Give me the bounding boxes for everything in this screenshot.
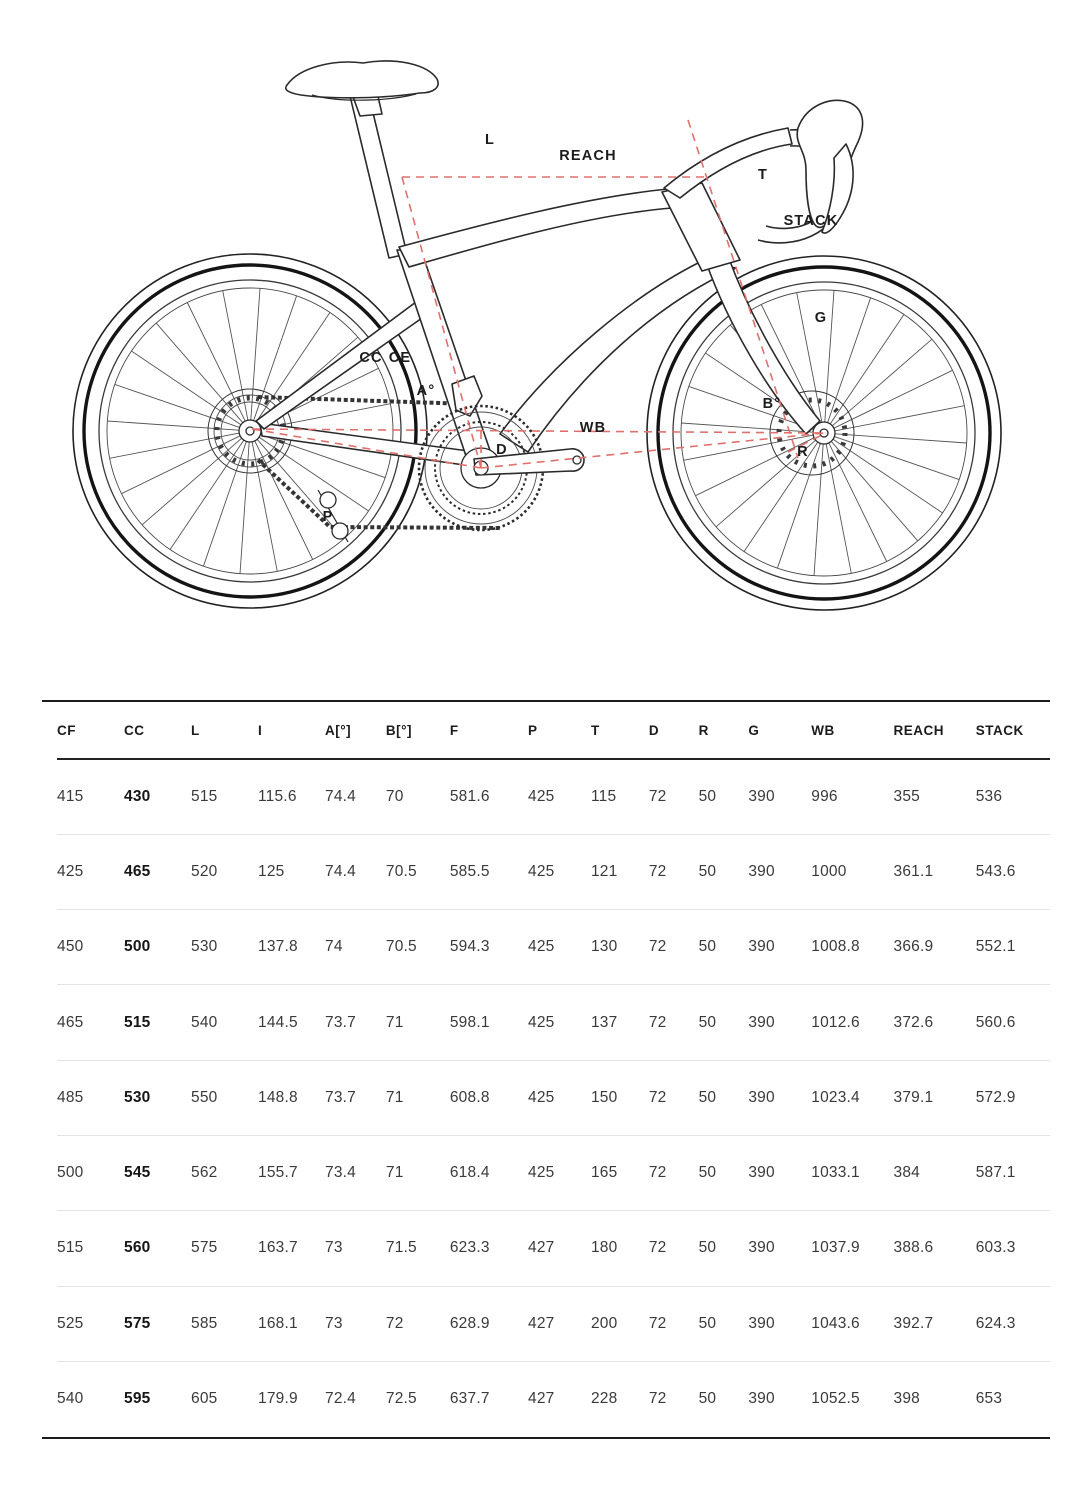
table-cell: 72 <box>649 759 699 834</box>
table-cell: 73.7 <box>325 985 386 1060</box>
table-cell: 390 <box>748 1060 811 1135</box>
column-header-p: P <box>528 702 591 759</box>
table-cell: 72 <box>649 1286 699 1361</box>
table-cell: 74.4 <box>325 759 386 834</box>
table-cell: 530 <box>124 1060 191 1135</box>
table-cell: 450 <box>57 910 124 985</box>
table-cell: 50 <box>699 834 749 909</box>
down-tube <box>500 262 736 452</box>
table-cell: 562 <box>191 1135 258 1210</box>
table-cell: 543.6 <box>976 834 1050 909</box>
table-cell: 425 <box>57 834 124 909</box>
table-cell: 72 <box>648 1390 667 1408</box>
diagram-label-t: T <box>757 167 769 183</box>
table-cell: 50 <box>699 1060 749 1135</box>
table-cell: 390 <box>748 759 811 834</box>
table-cell: 594.3 <box>450 910 528 985</box>
table-cell: 388.6 <box>894 1211 976 1286</box>
table-cell: 996 <box>811 759 893 834</box>
table-cell: 608.8 <box>450 1060 528 1135</box>
diagram-label-p: P <box>322 509 334 525</box>
table-cell: 552.1 <box>976 910 1050 985</box>
table-cell: 355 <box>894 759 976 834</box>
table-cell: 1037.9 <box>811 1211 893 1286</box>
table-row <box>57 1361 1050 1436</box>
table-cell: 72 <box>649 834 699 909</box>
column-header-g: G <box>748 702 811 759</box>
bike-geometry-diagram <box>0 0 1092 700</box>
diagram-label-wb: WB <box>579 420 607 436</box>
table-cell: 50 <box>698 1390 717 1408</box>
table-cell: 150 <box>591 1060 649 1135</box>
table-cell: 115.6 <box>258 759 325 834</box>
table-cell: 653 <box>975 1390 1003 1408</box>
table-row <box>57 1211 1050 1286</box>
bike-illustration <box>0 0 1092 700</box>
table-cell: 585.5 <box>450 834 528 909</box>
table-cell: 379.1 <box>894 1060 976 1135</box>
table-cell: 73.7 <box>325 1060 386 1135</box>
table-cell: 425 <box>528 1135 591 1210</box>
table-cell: 392.7 <box>894 1286 976 1361</box>
table-cell: 390 <box>748 834 811 909</box>
diagram-label-a: A° <box>416 383 436 399</box>
table-cell: 115 <box>591 759 649 834</box>
table-cell: 525 <box>57 1286 124 1361</box>
table-cell: 72 <box>649 985 699 1060</box>
table-cell: 587.1 <box>976 1135 1050 1210</box>
table-cell: 500 <box>57 1135 124 1210</box>
table-cell: 623.3 <box>450 1211 528 1286</box>
diagram-label-l: L <box>484 132 496 148</box>
table-row <box>57 910 1050 985</box>
table-cell: 71 <box>386 1135 450 1210</box>
table-cell: 163.7 <box>258 1211 325 1286</box>
table-cell: 624.3 <box>976 1286 1050 1361</box>
table-row <box>57 985 1050 1060</box>
seatpost <box>350 92 407 258</box>
stem <box>664 128 792 198</box>
table-cell: 121 <box>591 834 649 909</box>
table-cell: 50 <box>699 759 749 834</box>
table-cell: 228 <box>590 1390 618 1408</box>
table-cell: 372.6 <box>894 985 976 1060</box>
diagram-label-stack: STACK <box>783 213 839 229</box>
table-cell: 361.1 <box>894 834 976 909</box>
table-cell: 1033.1 <box>811 1135 893 1210</box>
table-cell: 515 <box>124 985 191 1060</box>
diagram-label-reach: REACH <box>559 148 617 164</box>
table-cell: 427 <box>528 1211 591 1286</box>
table-cell: 155.7 <box>258 1135 325 1210</box>
table-cell: 520 <box>191 834 258 909</box>
table-cell: 144.5 <box>258 985 325 1060</box>
table-cell: 70 <box>386 759 450 834</box>
table-cell: 618.4 <box>450 1135 528 1210</box>
table-cell: 1012.6 <box>811 985 893 1060</box>
column-header-r: R <box>699 702 749 759</box>
column-header-reach: REACH <box>894 702 976 759</box>
table-cell: 515 <box>57 1211 124 1286</box>
table-cell: 384 <box>894 1135 976 1210</box>
table-cell: 74.4 <box>325 834 386 909</box>
table-row <box>57 1135 1050 1210</box>
table-cell: 390 <box>748 1211 811 1286</box>
table-cell: 165 <box>591 1135 649 1210</box>
table-cell: 515 <box>191 759 258 834</box>
table-cell: 628.9 <box>450 1286 528 1361</box>
table-cell: 137 <box>591 985 649 1060</box>
table-cell: 71 <box>386 985 450 1060</box>
table-cell: 1000 <box>811 834 893 909</box>
table-cell: 550 <box>191 1060 258 1135</box>
table-cell: 72.4 <box>325 1390 356 1408</box>
column-header-l: L <box>191 702 258 759</box>
table-cell: 72 <box>649 1135 699 1210</box>
table-cell: 427 <box>528 1390 555 1408</box>
table-cell: 637.7 <box>449 1390 490 1408</box>
column-header-stack: STACK <box>976 702 1050 759</box>
table-cell: 73 <box>325 1211 386 1286</box>
table-cell: 72.5 <box>385 1390 417 1408</box>
table-cell: 73.4 <box>325 1135 386 1210</box>
table-cell: 130 <box>591 910 649 985</box>
diagram-label-ce: CE <box>388 350 412 366</box>
column-header-b: B[°] <box>386 702 450 759</box>
table-cell: 560.6 <box>976 985 1050 1060</box>
table-cell: 72 <box>649 1211 699 1286</box>
top-tube <box>399 189 672 267</box>
table-row <box>57 1060 1050 1135</box>
table-cell: 72 <box>649 910 699 985</box>
table-cell: 70.5 <box>386 910 450 985</box>
diagram-label-g: G <box>814 310 828 326</box>
table-cell: 425 <box>528 1060 591 1135</box>
table-cell: 530 <box>191 910 258 985</box>
column-header-d: D <box>649 702 699 759</box>
table-cell: 425 <box>528 985 591 1060</box>
table-cell: 168.1 <box>258 1286 325 1361</box>
table-cell: 1052.5 <box>811 1390 860 1408</box>
table-cell: 572.9 <box>976 1060 1050 1135</box>
table-cell: 425 <box>528 834 591 909</box>
table-cell: 605 <box>191 1390 218 1408</box>
saddle <box>286 61 438 116</box>
column-header-i: I <box>258 702 325 759</box>
rear-wheel <box>73 254 427 608</box>
diagram-label-r: R <box>797 444 809 460</box>
table-cell: 485 <box>57 1060 124 1135</box>
table-cell: 50 <box>699 910 749 985</box>
geometry-table <box>57 702 1050 1437</box>
table-cell: 575 <box>191 1211 258 1286</box>
table-cell: 71 <box>386 1060 450 1135</box>
table-cell: 50 <box>699 1211 749 1286</box>
diagram-label-b: B° <box>762 396 782 412</box>
table-cell: 465 <box>124 834 191 909</box>
table-cell: 575 <box>124 1286 191 1361</box>
table-cell: 430 <box>124 759 191 834</box>
table-cell: 50 <box>699 985 749 1060</box>
table-cell: 390 <box>748 1390 775 1408</box>
table-cell: 72 <box>386 1286 450 1361</box>
table-cell: 71.5 <box>386 1211 450 1286</box>
table-cell: 137.8 <box>258 910 325 985</box>
table-cell: 585 <box>191 1286 258 1361</box>
table-cell: 398 <box>893 1390 920 1408</box>
table-cell: 581.6 <box>450 759 528 834</box>
table-cell: 415 <box>57 759 124 834</box>
table-cell: 200 <box>591 1286 649 1361</box>
table-cell: 603.3 <box>976 1211 1050 1286</box>
table-cell: 465 <box>57 985 124 1060</box>
table-cell: 179.9 <box>258 1390 298 1408</box>
table-cell: 1008.8 <box>811 910 893 985</box>
column-header-cf: CF <box>57 702 124 759</box>
table-cell: 1023.4 <box>811 1060 893 1135</box>
table-row <box>57 834 1050 909</box>
table-cell: 50 <box>699 1135 749 1210</box>
column-header-wb: WB <box>811 702 893 759</box>
table-cell: 390 <box>748 1286 811 1361</box>
column-header-f: F <box>450 702 528 759</box>
geometry-table-container <box>42 700 1050 1439</box>
table-cell: 73 <box>325 1286 386 1361</box>
table-cell: 70.5 <box>386 834 450 909</box>
table-cell: 72 <box>649 1060 699 1135</box>
table-row <box>57 759 1050 834</box>
table-cell: 390 <box>748 1135 811 1210</box>
table-cell: 598.1 <box>450 985 528 1060</box>
table-cell: 50 <box>699 1286 749 1361</box>
table-row <box>57 1286 1050 1361</box>
table-cell: 536 <box>976 759 1050 834</box>
table-header-row <box>57 702 1050 759</box>
diagram-label-cc: CC <box>359 350 383 366</box>
table-cell: 540 <box>57 1390 84 1408</box>
table-cell: 148.8 <box>258 1060 325 1135</box>
table-cell: 545 <box>124 1135 191 1210</box>
table-cell: 560 <box>124 1211 191 1286</box>
column-header-cc: CC <box>124 702 191 759</box>
table-cell: 425 <box>528 910 591 985</box>
table-cell: 390 <box>748 985 811 1060</box>
table-cell: 1043.6 <box>811 1286 893 1361</box>
table-cell: 74 <box>325 910 386 985</box>
column-header-t: T <box>591 702 649 759</box>
table-cell: 390 <box>748 910 811 985</box>
table-cell: 180 <box>591 1211 649 1286</box>
table-cell: 427 <box>528 1286 591 1361</box>
diagram-label-d: D <box>496 442 508 458</box>
table-cell: 366.9 <box>894 910 976 985</box>
head-tube <box>662 183 740 271</box>
table-cell: 540 <box>191 985 258 1060</box>
table-cell: 595 <box>124 1390 151 1408</box>
table-cell: 500 <box>124 910 191 985</box>
column-header-a: A[°] <box>325 702 386 759</box>
table-cell: 425 <box>528 759 591 834</box>
table-cell: 125 <box>258 834 325 909</box>
